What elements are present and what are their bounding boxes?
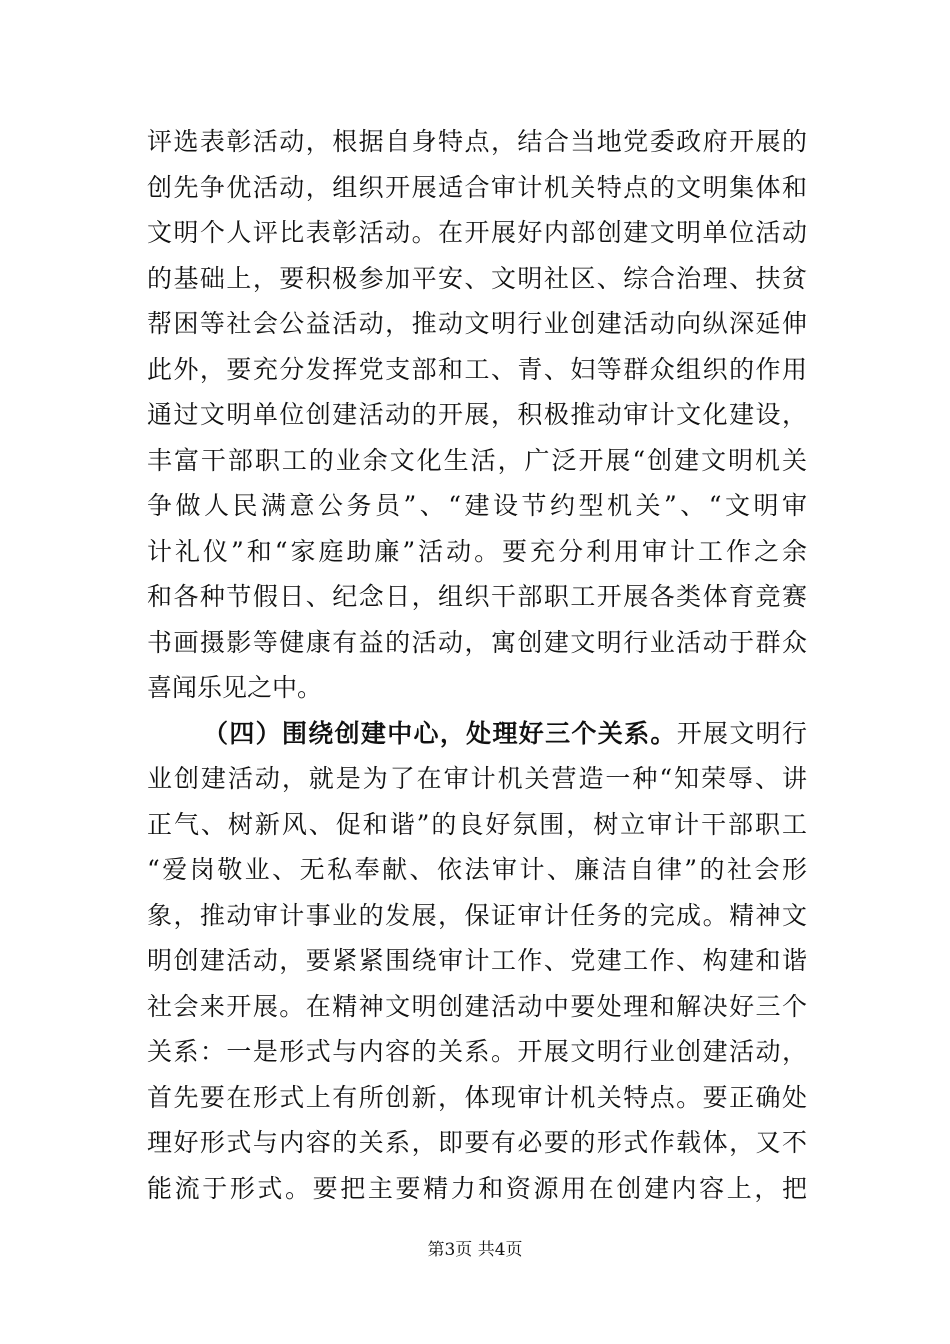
text-line: “爱岗敬业、无私奉献、依法审计、廉洁自律”的社会形: [147, 855, 807, 884]
text-line: 正气、树新风、促和谐”的良好氛围，树立审计干部职工: [147, 809, 807, 839]
text-line: 丰富干部职工的业余文化生活，广泛开展“创建文明机关: [147, 445, 807, 475]
text-line: 帮困等社会公益活动，推动文明行业创建活动向纵深延伸: [147, 309, 807, 338]
text-line: 创先争优活动，组织开展适合审计机关特点的文明集体和: [147, 172, 807, 202]
text-line: 评选表彰活动，根据自身特点，结合当地党委政府开展的: [147, 127, 807, 156]
text-line: 的基础上，要积极参加平安、文明社区、综合治理、扶贫: [147, 263, 807, 293]
section-first-line-rest: 开展文明行: [676, 718, 807, 748]
text-line: 社会来开展。在精神文明创建活动中要处理和解决好三个: [147, 991, 807, 1021]
text-line: 能流于形式。要把主要精力和资源用在创建内容上，把: [147, 1173, 807, 1203]
text-line: 争做人民满意公务员”、“建设节约型机关”、“文明审: [147, 491, 807, 520]
page-footer: 第3页 共4页: [427, 1240, 523, 1260]
text-line: 通过文明单位创建活动的开展，积极推动审计文化建设，: [147, 400, 807, 429]
text-line: 明创建活动，要紧紧围绕审计工作、党建工作、构建和谐: [147, 946, 807, 975]
section-first-line: [147, 711, 807, 757]
text-line: 象，推动审计事业的发展，保证审计任务的完成。精神文: [147, 900, 807, 930]
text-line: 计礼仪”和“家庭助廉”活动。要充分利用审计工作之余: [147, 536, 807, 566]
text-line: 喜闻乐见之中。: [147, 673, 323, 702]
text-line: 关系：一是形式与内容的关系。开展文明行业创建活动，: [147, 1037, 807, 1066]
body-text: [147, 119, 807, 1211]
text-line: 文明个人评比表彰活动。在开展好内部创建文明单位活动: [147, 218, 807, 247]
section-heading: （四）围绕创建中心，处理好三个关系。: [203, 718, 677, 748]
text-line: 理好形式与内容的关系，即要有必要的形式作载体，又不: [147, 1128, 807, 1157]
text-line: 此外，要充分发挥党支部和工、青、妇等群众组织的作用: [147, 354, 807, 384]
text-line: 和各种节假日、纪念日，组织干部职工开展各类体育竞赛: [147, 582, 807, 611]
text-line: 业创建活动，就是为了在审计机关营造一种“知荣辱、讲: [147, 764, 807, 793]
text-line: 首先要在形式上有所创新，体现审计机关特点。要正确处: [147, 1082, 807, 1112]
text-line: 书画摄影等健康有益的活动，寓创建文明行业活动于群众: [147, 627, 807, 657]
